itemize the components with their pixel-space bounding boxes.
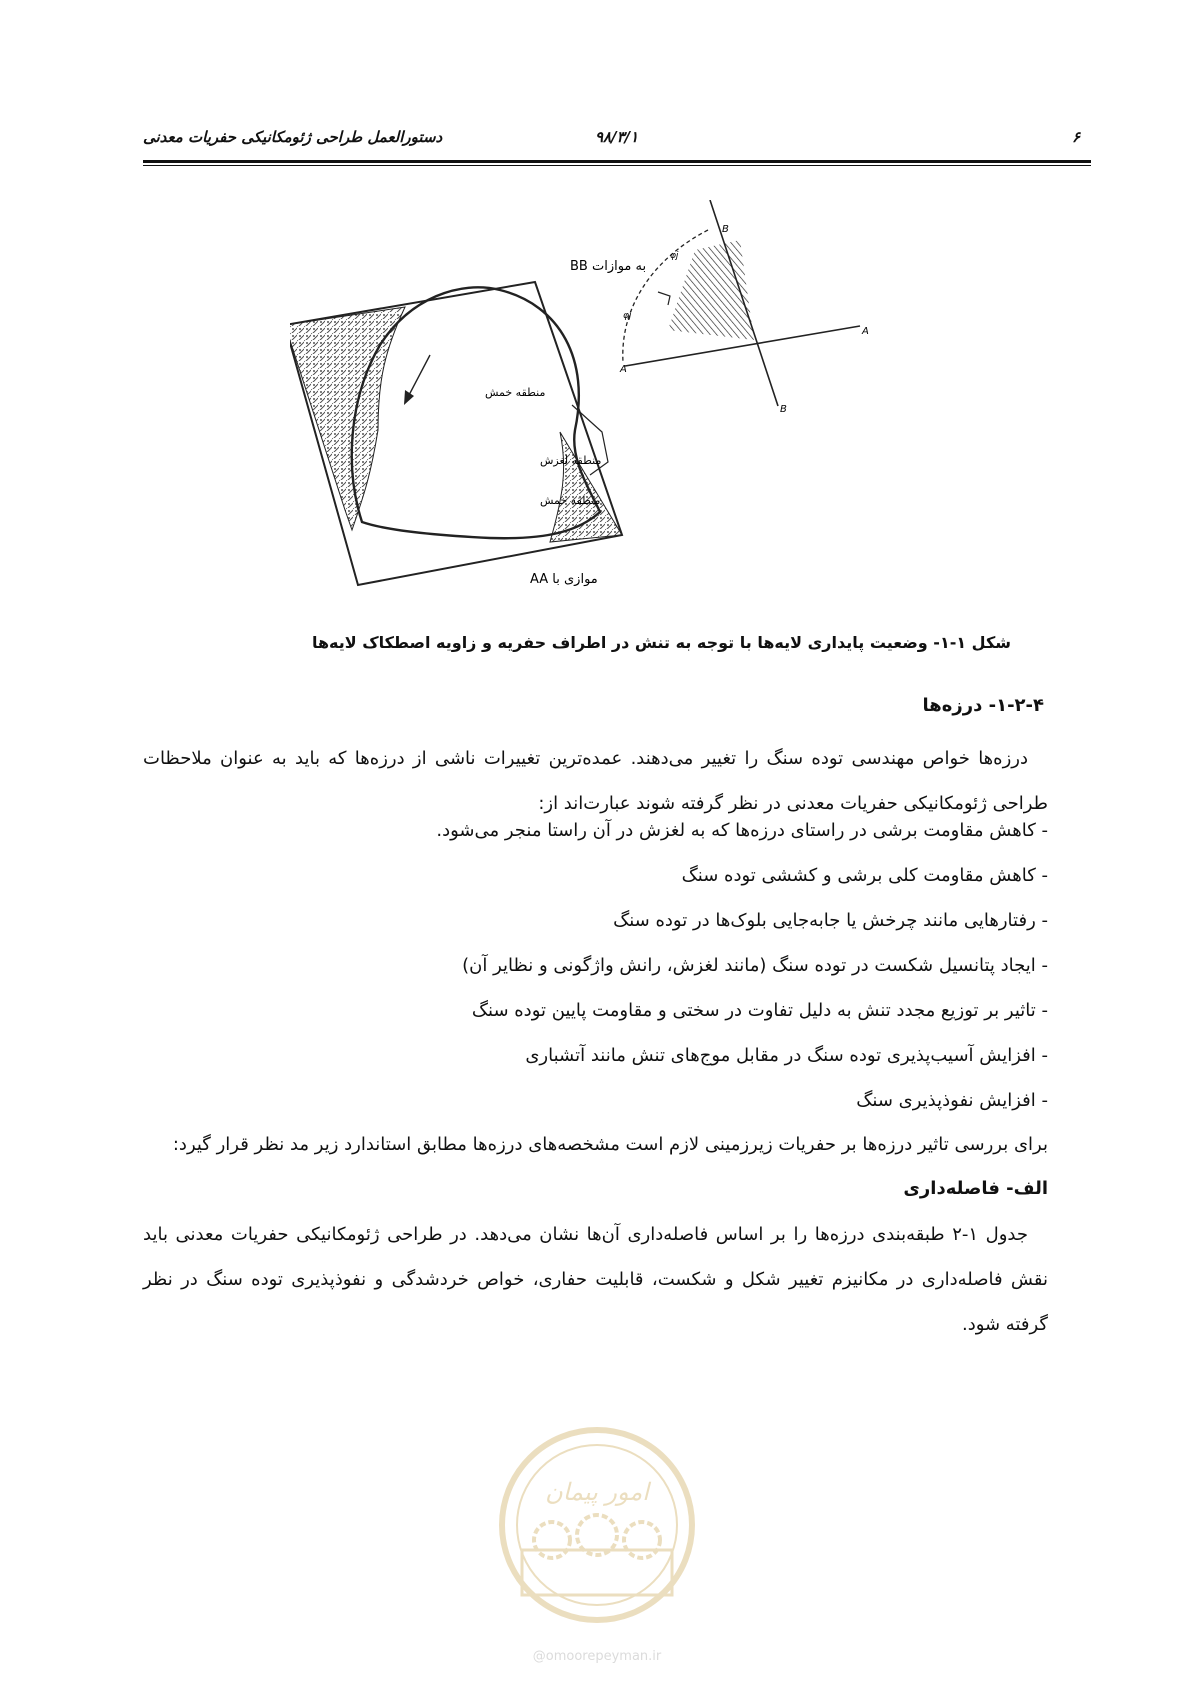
label-a-left: A	[620, 364, 627, 375]
section-title: ۱-۲-۴- درزه‌ها	[922, 695, 1044, 716]
watermark-logo-text: امور پیمان	[545, 1478, 649, 1506]
gear-icon	[534, 1522, 570, 1558]
subheading-spacing: الف- فاصله‌داری	[903, 1178, 1048, 1199]
gear-icon	[624, 1522, 660, 1558]
figure-caption: شکل ۱-۱- وضعیت پایداری لایه‌ها با توجه به تنش در اطراف حفریه و زاویه اصطکاک لایه‌ها	[311, 633, 1011, 652]
watermark-logo	[492, 1420, 702, 1670]
right-angle-mark	[658, 292, 670, 305]
label-phi-2: φj	[623, 311, 632, 321]
bullet-item: - تاثیر بر توزیع مجدد تنش به دلیل تفاوت در سختی و مقاومت پایین توده سنگ	[471, 1000, 1048, 1021]
rock-stability-figure	[290, 200, 930, 620]
label-aa: موازی با AA	[530, 572, 598, 587]
label-bb: به موازات BB	[570, 259, 647, 274]
watermark-url: @omoorepeyman.ir	[532, 1649, 662, 1664]
bullet-item: - ایجاد پتانسیل شکست در توده سنگ (مانند لغزش، رانش واژگونی و نظایر آن)	[462, 955, 1048, 976]
label-bending-1: منطقه خمش	[485, 386, 546, 399]
label-b-top: B	[722, 224, 729, 235]
label-phi-1: φj	[670, 251, 679, 261]
right-hatched-wedge	[668, 240, 754, 340]
header-title: دستورالعمل طراحی ژئومکانیکی حفریات معدنی	[143, 128, 443, 146]
bullet-item: - کاهش مقاومت کلی برشی و کششی توده سنگ	[681, 865, 1048, 886]
arrow-head	[404, 390, 414, 405]
bullet-item: - افزایش نفوذپذیری سنگ	[856, 1090, 1048, 1111]
bullet-item: - افزایش آسیب‌پذیری توده سنگ در مقابل موج‌های تنش مانند آتشباری	[525, 1045, 1048, 1066]
review-line: برای بررسی تاثیر درزه‌ها بر حفریات زیرزمینی لازم است مشخصه‌های درزه‌ها مطابق استاندارد زیر مد نظر قرار گیرد:	[172, 1134, 1048, 1155]
spacing-paragraph: جدول ۱-۲ طبقه‌بندی درزه‌ها را بر اساس فاصله‌داری آن‌ها نشان می‌دهد. در طراحی ژئومکانیکی حفریات معدنی باید نقش فاصله‌داری در مکانیزم تغییر شکل و شکست، قابلیت حفاری، خواص خردشدگی و نفوذپذیری توده سنگ در نظر گرفته شود.	[143, 1224, 1048, 1335]
label-sliding: منطقه لغزش	[540, 454, 602, 467]
left-hatched-zone	[290, 307, 405, 530]
intro-paragraph: درزه‌ها خواص مهندسی توده سنگ را تغییر می‌دهند. عمده‌ترین تغییرات ناشی از درزه‌ها که باید به عنوان ملاحظات طراحی ژئومکانیکی حفریات معدنی در نظر گرفته شوند عبارت‌اند از:	[143, 748, 1048, 814]
label-b-bottom: B	[780, 404, 787, 415]
label-bending-2: منطقه خمش	[540, 494, 601, 507]
arrow-shaft	[408, 355, 430, 397]
header-date: ۹۸/۳/۱	[595, 128, 639, 146]
bullet-item: - رفتارهایی مانند چرخش یا جابه‌جایی بلوک‌ها در توده سنگ	[613, 910, 1048, 931]
bullet-item: - کاهش مقاومت برشی در راستای درزه‌ها که به لغزش در آن راستا منجر می‌شود.	[436, 820, 1048, 841]
label-a-right: A	[862, 326, 869, 337]
right-hatched-zone	[550, 432, 622, 542]
header-rule-thin	[143, 165, 1091, 166]
header-rule-thick	[143, 160, 1091, 163]
header-page-number: ۶	[1072, 128, 1081, 146]
